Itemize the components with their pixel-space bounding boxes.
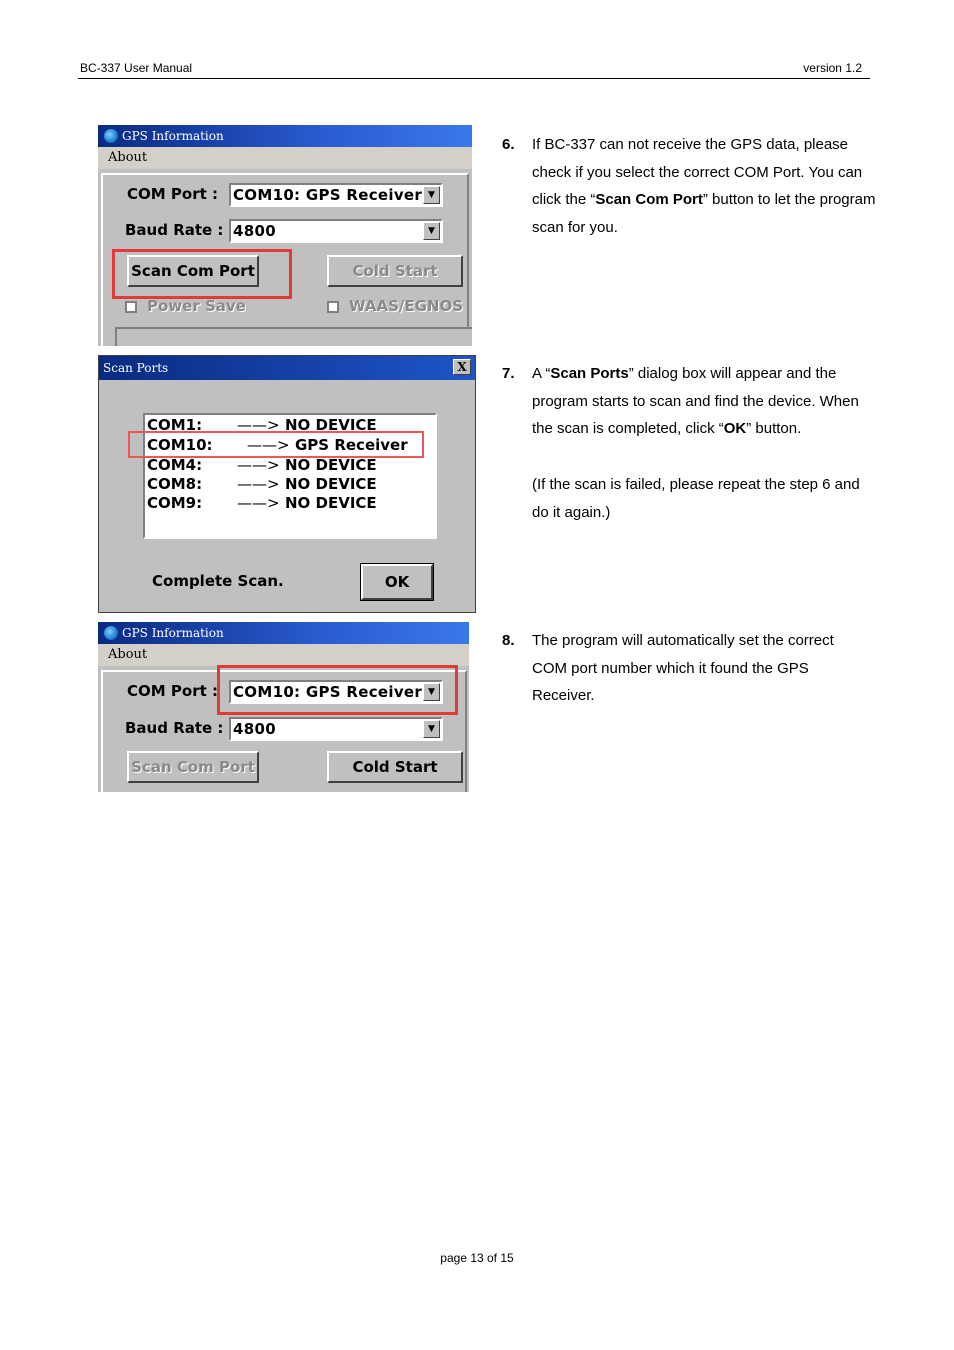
step-text: A “Scan Ports” dialog box will appear and the program starts to scan and find the device. When the scan is completed, click “OK” button.: [532, 365, 859, 437]
gps-icon: [104, 626, 118, 640]
doc-version: version 1.2: [803, 61, 862, 75]
cold-start-button[interactable]: Cold Start: [327, 255, 463, 287]
baud-rate-value: 4800: [233, 222, 276, 240]
step-number: 6.: [502, 136, 515, 153]
gps-icon: [104, 129, 118, 143]
ok-button[interactable]: OK: [361, 564, 433, 600]
step-text: The program will automatically set the correct COM port number which it found the GPS Receiver.: [532, 632, 834, 704]
cold-start-button[interactable]: Cold Start: [327, 751, 463, 783]
step-number: 8.: [502, 632, 515, 649]
title-bar: [98, 125, 472, 147]
title-bar: [99, 356, 475, 380]
close-icon[interactable]: X: [453, 359, 471, 375]
com-port-select[interactable]: [229, 183, 443, 207]
step-number: 7.: [502, 365, 515, 382]
header-rule: [78, 78, 870, 79]
baud-rate-label: Baud Rate :: [125, 719, 224, 737]
waas-egnos-label: WAAS/EGNOS: [349, 297, 464, 315]
baud-rate-select[interactable]: [229, 717, 443, 741]
menu-about[interactable]: About: [108, 647, 148, 662]
window-title: GPS Information: [122, 129, 224, 143]
waas-egnos-checkbox[interactable]: [327, 301, 339, 313]
power-save-checkbox[interactable]: [125, 301, 137, 313]
gps-info-window-2: [98, 622, 469, 792]
menu-bar: [98, 147, 472, 169]
power-save-label: Power Save: [147, 297, 246, 315]
scan-results-list: COM1: ——> NO DEVICE COM10: ——> GPS Receiver COM4: ——> NO DEVICE COM8: ——> NO DEVICE COM9: ——> NO DEVICE: [143, 413, 437, 539]
com-port-value: COM10: GPS Receiver: [233, 186, 423, 204]
highlight-box: [112, 249, 292, 299]
dropdown-arrow-icon[interactable]: ▼: [423, 683, 440, 701]
com-port-value: COM10: GPS Receiver: [233, 683, 423, 701]
page-number: page 13 of 15: [440, 1251, 514, 1265]
scan-com-port-button[interactable]: Scan Com Port: [127, 255, 259, 287]
scan-com-port-button[interactable]: Scan Com Port: [127, 751, 259, 783]
dropdown-arrow-icon[interactable]: ▼: [423, 720, 440, 738]
com-port-label: COM Port :: [127, 682, 218, 700]
dropdown-arrow-icon[interactable]: ▼: [423, 222, 440, 240]
title-bar: [98, 622, 469, 644]
menu-bar: [98, 644, 469, 666]
window-title: GPS Information: [122, 626, 224, 640]
baud-rate-select[interactable]: [229, 219, 443, 243]
highlight-box: [217, 665, 458, 715]
gps-info-window-1: [98, 125, 472, 346]
dialog-title: Scan Ports: [103, 361, 169, 375]
doc-title: BC-337 User Manual: [80, 61, 193, 75]
dropdown-arrow-icon[interactable]: ▼: [423, 186, 440, 204]
com-port-label: COM Port :: [127, 185, 218, 203]
baud-rate-value: 4800: [233, 720, 276, 738]
menu-about[interactable]: About: [108, 150, 148, 165]
scan-status: Complete Scan.: [152, 572, 284, 590]
step-note: (If the scan is failed, please repeat the step 6 and do it again.): [532, 476, 860, 521]
status-panel: [115, 327, 472, 346]
baud-rate-label: Baud Rate :: [125, 221, 224, 239]
step-text: If BC-337 can not receive the GPS data, please check if you select the correct COM Port. You can click the “Scan Com Port” button to let the program scan for you.: [532, 136, 876, 236]
scan-ports-dialog: [98, 355, 476, 613]
highlight-box: [128, 431, 424, 458]
